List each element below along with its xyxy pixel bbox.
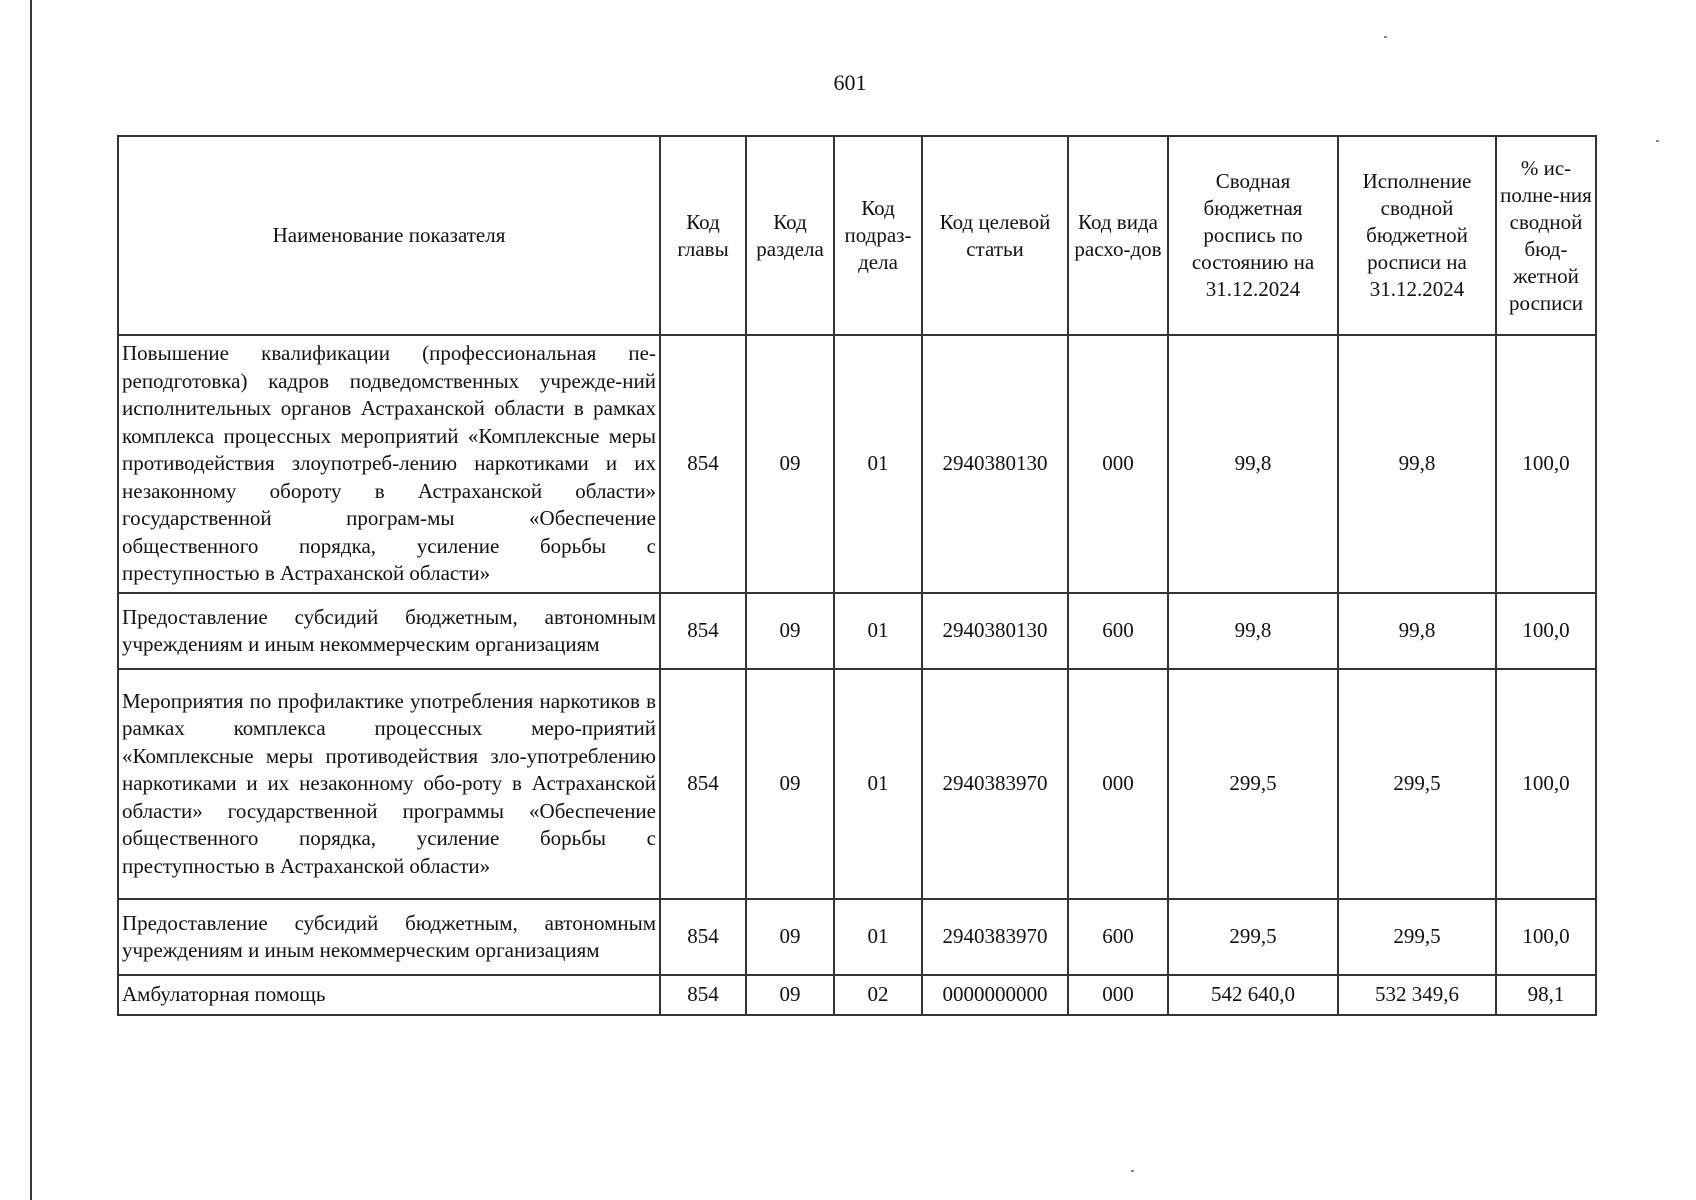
subsection-code: 01 xyxy=(834,899,922,975)
section-code: 09 xyxy=(746,669,834,899)
header-expense-type-code: Код вида расхо-дов xyxy=(1068,136,1168,335)
chapter-code: 854 xyxy=(660,899,746,975)
section-code: 09 xyxy=(746,335,834,593)
budget-execution-table xyxy=(117,135,1597,1016)
header-budget-execution: Исполнение сводной бюджетной росписи на 31.12.2024 xyxy=(1338,136,1496,335)
target-article-code: 2940380130 xyxy=(922,593,1068,669)
budget-execution-value: 299,5 xyxy=(1338,669,1496,899)
chapter-code: 854 xyxy=(660,335,746,593)
header-section-code: Код раздела xyxy=(746,136,834,335)
header-target-article-code: Код целевой статьи xyxy=(922,136,1068,335)
budget-execution-value: 99,8 xyxy=(1338,593,1496,669)
table-header-row xyxy=(118,136,1596,335)
budget-schedule-value: 99,8 xyxy=(1168,335,1338,593)
indicator-name: Предоставление субсидий бюджетным, автономным учреждениям и иным некоммерческим организациям xyxy=(118,899,660,975)
target-article-code: 2940380130 xyxy=(922,335,1068,593)
budget-schedule-value: 542 640,0 xyxy=(1168,975,1338,1015)
scan-speck xyxy=(1656,140,1659,142)
header-subsection-code: Код подраз-дела xyxy=(834,136,922,335)
indicator-name: Мероприятия по профилактике употребления наркотиков в рамках комплекса процессных меро-приятий «Комплексные меры противодействия зло-употреблению наркотиками и их незаконному обо-роту в Астраханской области» государственной программы «Обеспечение общественного порядка, усиление борьбы с преступностью в Астраханской области» xyxy=(118,669,660,899)
table-row xyxy=(118,669,1596,899)
header-chapter-code: Код главы xyxy=(660,136,746,335)
subsection-code: 01 xyxy=(834,593,922,669)
expense-type-code: 600 xyxy=(1068,593,1168,669)
table-row xyxy=(118,899,1596,975)
chapter-code: 854 xyxy=(660,669,746,899)
table-row xyxy=(118,593,1596,669)
expense-type-code: 000 xyxy=(1068,669,1168,899)
expense-type-code: 000 xyxy=(1068,335,1168,593)
execution-percent-value: 98,1 xyxy=(1496,975,1596,1015)
target-article-code: 2940383970 xyxy=(922,669,1068,899)
expense-type-code: 000 xyxy=(1068,975,1168,1015)
header-budget-schedule: Сводная бюджетная роспись по состоянию на 31.12.2024 xyxy=(1168,136,1338,335)
execution-percent-value: 100,0 xyxy=(1496,669,1596,899)
header-execution-percent: % ис-полне-ния сводной бюд-жетной росписи xyxy=(1496,136,1596,335)
target-article-code: 2940383970 xyxy=(922,899,1068,975)
page-number: 601 xyxy=(833,70,867,95)
indicator-name: Амбулаторная помощь xyxy=(118,975,660,1015)
subsection-code: 01 xyxy=(834,335,922,593)
budget-execution-value: 299,5 xyxy=(1338,899,1496,975)
subsection-code: 02 xyxy=(834,975,922,1015)
scan-speck xyxy=(1384,36,1387,38)
budget-execution-value: 99,8 xyxy=(1338,335,1496,593)
scan-speck xyxy=(1131,1170,1134,1172)
table-row xyxy=(118,335,1596,593)
budget-schedule-value: 299,5 xyxy=(1168,669,1338,899)
subsection-code: 01 xyxy=(834,669,922,899)
section-code: 09 xyxy=(746,975,834,1015)
chapter-code: 854 xyxy=(660,975,746,1015)
header-indicator-name: Наименование показателя xyxy=(118,136,660,335)
expense-type-code: 600 xyxy=(1068,899,1168,975)
execution-percent-value: 100,0 xyxy=(1496,899,1596,975)
page-margin-line xyxy=(30,0,32,1200)
execution-percent-value: 100,0 xyxy=(1496,593,1596,669)
budget-schedule-value: 299,5 xyxy=(1168,899,1338,975)
budget-execution-value: 532 349,6 xyxy=(1338,975,1496,1015)
section-code: 09 xyxy=(746,899,834,975)
section-code: 09 xyxy=(746,593,834,669)
target-article-code: 0000000000 xyxy=(922,975,1068,1015)
indicator-name: Повышение квалификации (профессиональная пе-реподготовка) кадров подведомственных учрежде-ний исполнительных органов Астраханской области в рамках комплекса процессных мероприятий «Комплексные меры противодействия злоупотреб-лению наркотиками и их незаконному обороту в Астраханской области» государственной програм-мы «Обеспечение общественного порядка, усиление борьбы с преступностью в Астраханской области» xyxy=(118,335,660,593)
budget-schedule-value: 99,8 xyxy=(1168,593,1338,669)
execution-percent-value: 100,0 xyxy=(1496,335,1596,593)
indicator-name: Предоставление субсидий бюджетным, автономным учреждениям и иным некоммерческим организациям xyxy=(118,593,660,669)
chapter-code: 854 xyxy=(660,593,746,669)
table-row xyxy=(118,975,1596,1015)
